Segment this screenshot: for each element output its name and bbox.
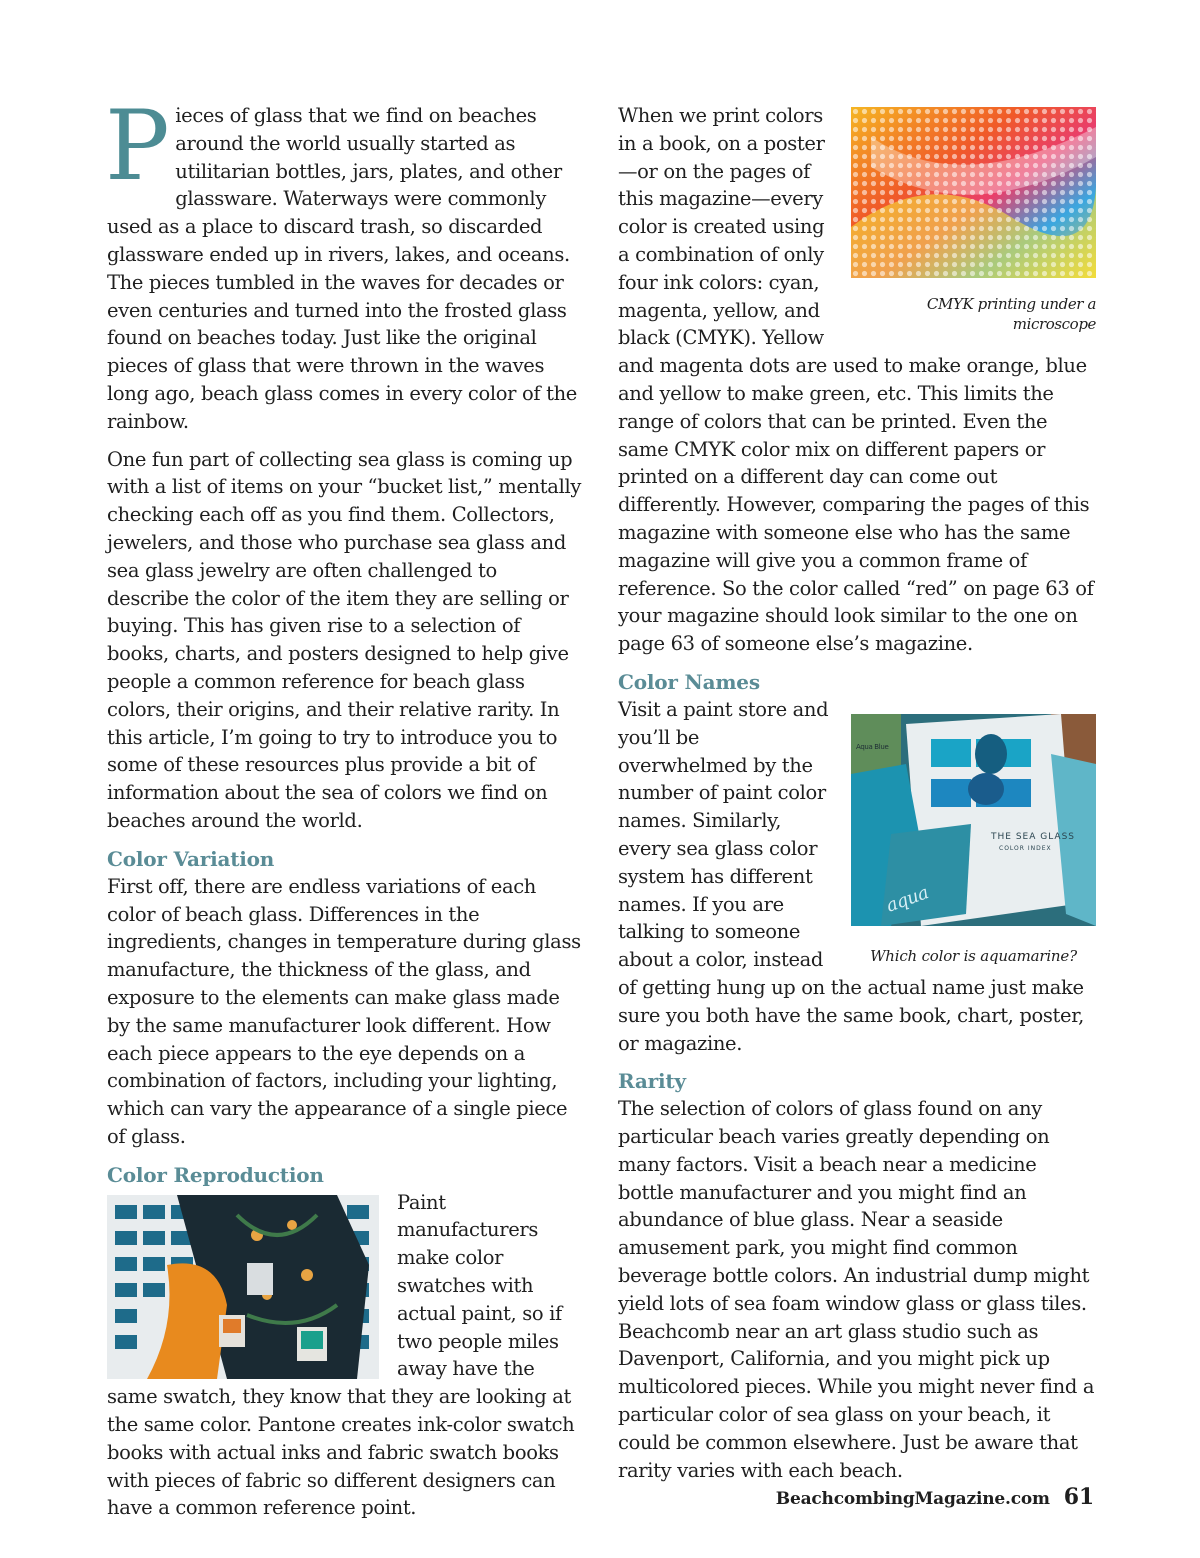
footer-site: BeachcombingMagazine.com: [775, 1489, 1050, 1509]
heading-rarity: Rarity: [618, 1069, 686, 1094]
left-column: [105, 90, 583, 1532]
heading-color-reproduction: Color Reproduction: [107, 1162, 324, 1187]
photo-text-title: THE SEA GLASS: [991, 831, 1076, 842]
color-reproduction-text: Paint manufacturers make color swatches with actual paint, so if two people miles away have the same swatch, they know that they are looking at the same color. Pantone creates ink-color swatch books with actual inks and fabric swatch books with pieces of fabric so different designers can have a common reference point.: [107, 1190, 575, 1520]
photo-text-script: aqua: [883, 882, 932, 917]
color-variation-paragraph: First off, there are endless variations of each color of beach glass. Differences in the ingredients, changes in temperature during glass manufacture, the thickness of the glass, and exposure to the elements can make glass made by the same manufacturer look different. How each piece appears to the eye depends on a combination of factors, including your lighting, which can vary the appearance of a single piece of glass.: [107, 874, 581, 1148]
bucket-list-paragraph: One fun part of collecting sea glass is coming up with a list of items on your “bucket list,” mentally checking each off as you find them. Collectors, jewelers, and those who purchase sea glass and sea glass jewelry are often challenged to describe the color of the item they are selling or buying. This has given rise to a selection of books, charts, and posters designed to help give people a common reference for beach glass colors, their origins, and their relative rarity. In this article, I’m going to try to introduce you to some of these resources plus provide a bit of information about the sea of colors we find on beaches around the world.: [107, 447, 582, 832]
intro-text: ieces of glass that we find on beaches around the world usually started as utilitarian bottles, jars, plates, and other glassware. Waterways were commonly used as a place to discard trash, so discarded glassware ended up in rivers, lakes, and oceans. The pieces tumbled in the waves for decades or even centuries and turned into the frosted glass found on beaches today. Just like the original pieces of glass that were thrown in the waves long ago, beach glass comes in every color of the rainbow.: [107, 104, 577, 433]
color-reproduction-paragraph: [107, 1189, 583, 1523]
rarity-paragraph: The selection of colors of glass found on any particular beach varies greatly depending on many factors. Visit a beach near a medicine bottle manufacturer and you might find an abundance of blue glass. Near a seaside amusement park, you might find common beverage bottle colors. An industrial dump might yield lots of sea foam window glass or glass tiles. Beachcomb near an art glass studio such as Davenport, California, and you might pick up multicolored pieces. While you might never find a particular color of sea glass on your beach, it could be common elsewhere. Just be aware that rarity varies with each beach.: [618, 1097, 1095, 1482]
photo-text-sub: COLOR INDEX: [999, 844, 1052, 852]
cmyk-caption: CMYK printing under a microscope: [926, 295, 1096, 333]
intro-paragraph: [105, 90, 583, 436]
heading-color-names: Color Names: [618, 669, 760, 694]
heading-color-variation: Color Variation: [107, 846, 275, 871]
photo-text-label: Aqua Blue: [856, 742, 889, 751]
page-number: 61: [1063, 1484, 1094, 1510]
drop-cap: P: [105, 90, 170, 202]
color-names-paragraph: [618, 696, 1096, 1057]
pantone-swatch-photo: [107, 1195, 379, 1379]
right-column: [618, 102, 1096, 1494]
cmyk-figure: [851, 107, 1096, 334]
cmyk-paragraph: When we print colors in a book, on a poster—or on the pages of this magazine—every color is created using a combination of only four ink colors: cyan, magenta, yellow, and black (CMYK). Yellow and magenta dots are used to make orange, blue and yellow to make green, etc. This limits the range of colors that can be printed. Even the same CMYK color mix on different papers or printed on a different day can come out differently. However, comparing the pages of this magazine with someone else who has the same magazine will give you a common frame of reference. So the color called “red” on page 63 of your magazine should look similar to the one on page 63 of someone else’s magazine.: [618, 104, 1094, 656]
aquamarine-figure: [851, 714, 1096, 966]
aquamarine-caption: Which color is aquamarine?: [870, 946, 1077, 965]
sea-glass-color-index-photo: [851, 714, 1096, 926]
cmyk-microscope-photo: [851, 107, 1096, 278]
color-names-text: Visit a paint store and you’ll be overwhelmed by the number of paint color names. Similarly, every sea glass color system has different names. If you are talking to someone about a color, instead of getting hung up on the actual name just make sure you both have the same book, chart, poster, or magazine.: [618, 697, 1084, 1055]
page-footer: [776, 1484, 1094, 1510]
